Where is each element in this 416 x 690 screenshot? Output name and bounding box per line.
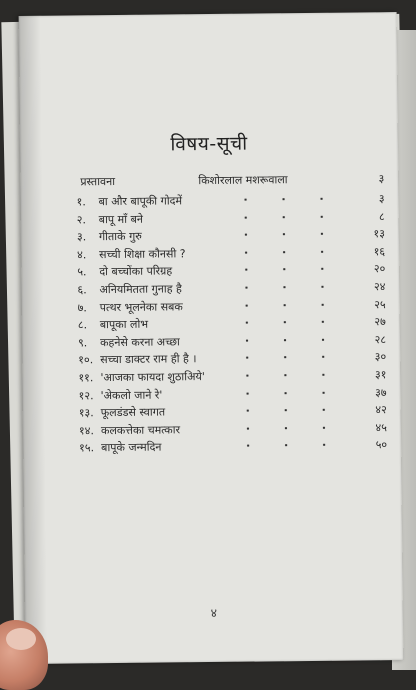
preface-page: ३ bbox=[378, 172, 385, 186]
toc-entry-number: १२. bbox=[78, 388, 94, 402]
toc-entry-page: ३७ bbox=[375, 385, 387, 399]
toc-entry-number: ९. bbox=[77, 336, 88, 350]
toc-entry-number: ७. bbox=[77, 300, 87, 314]
preface-author: किशोरलाल मशरूवाला bbox=[198, 173, 288, 188]
book-page bbox=[19, 12, 404, 664]
toc-entry-title: 'अेकलो जाने रे' bbox=[100, 388, 163, 402]
leader-dots bbox=[227, 198, 351, 201]
page-number: ४ bbox=[210, 605, 218, 621]
toc-entry-page: ४२ bbox=[375, 403, 387, 417]
leader-dots bbox=[228, 338, 352, 341]
leader-dots bbox=[227, 268, 351, 271]
leader-dots bbox=[228, 373, 352, 376]
toc-entry-page: २५ bbox=[374, 297, 386, 311]
toc-entry-page: ३१ bbox=[374, 368, 387, 382]
toc-entry-title: कहनेसे करना अच्छा bbox=[99, 335, 180, 349]
toc-entry-number: १४. bbox=[78, 423, 94, 438]
page-title: विषय-सूची bbox=[170, 132, 248, 156]
leader-dots bbox=[229, 391, 353, 394]
toc-entry-page: ८ bbox=[378, 209, 385, 223]
toc-entry-number: २. bbox=[76, 212, 87, 226]
toc-entry-title: फूलडंडसे स्वागत bbox=[100, 405, 166, 420]
toc-entry-title: दो बच्चोंका परिग्रह bbox=[99, 264, 173, 279]
toc-entry-number: १. bbox=[76, 195, 86, 209]
toc-entry-number: ८. bbox=[77, 318, 88, 332]
thumbnail-nail bbox=[6, 628, 36, 650]
toc-entry-title: अनियमितता गुनाह है bbox=[99, 282, 182, 297]
toc-entry-number: ३. bbox=[76, 230, 87, 244]
toc-entry-page: २४ bbox=[373, 280, 386, 294]
toc-entry-page: ३० bbox=[374, 350, 387, 364]
leader-dots bbox=[227, 250, 351, 253]
toc-entry-title: बापूका लोभ bbox=[99, 317, 149, 332]
toc-entry-title: बापूके जन्मदिन bbox=[101, 440, 162, 455]
toc-entry bbox=[79, 437, 387, 458]
table-of-contents bbox=[76, 191, 387, 458]
toc-entry-page: २७ bbox=[374, 315, 386, 329]
toc-entry-number: ५. bbox=[77, 265, 87, 279]
toc-entry-number: १३. bbox=[78, 406, 94, 420]
toc-entry-page: ५० bbox=[375, 438, 388, 452]
leader-dots bbox=[227, 215, 351, 218]
toc-entry-title: बा और बापूकी गोदमें bbox=[98, 194, 183, 209]
leader-dots bbox=[227, 285, 351, 288]
toc-entry-title: सच्चा डाक्टर राम ही है । bbox=[100, 352, 197, 367]
toc-entry-page: १३ bbox=[373, 227, 385, 241]
toc-entry-page: २० bbox=[373, 262, 386, 276]
leader-dots bbox=[229, 426, 353, 429]
leader-dots bbox=[228, 321, 352, 324]
toc-entry-number: १०. bbox=[78, 353, 94, 367]
toc-entry-number: ४. bbox=[77, 248, 87, 262]
toc-entry-page: ४५ bbox=[375, 420, 388, 435]
leader-dots bbox=[228, 303, 352, 306]
preface-label: प्रस्तावना bbox=[80, 174, 116, 189]
toc-entry-title: बापू माँ बने bbox=[98, 212, 144, 226]
toc-entry-title: गीताके गुरु bbox=[98, 229, 142, 244]
preface-row bbox=[80, 171, 384, 190]
toc-entry-number: ६. bbox=[77, 283, 87, 297]
toc-entry-title: कलकत्तेका चमत्कार bbox=[100, 423, 181, 437]
toc-entry-page: १६ bbox=[373, 244, 386, 259]
toc-entry-number: १५. bbox=[79, 441, 95, 455]
leader-dots bbox=[229, 444, 353, 447]
toc-entry-title: सच्ची शिक्षा कौनसी ? bbox=[99, 247, 186, 261]
leader-dots bbox=[228, 356, 352, 359]
toc-entry-number: ११. bbox=[78, 371, 94, 385]
leader-dots bbox=[229, 409, 353, 412]
toc-entry-page: २८ bbox=[374, 332, 387, 347]
toc-entry-title: पत्थर भूलनेका सबक bbox=[99, 299, 183, 314]
toc-entry-title: 'आजका फायदा शुठाअिये' bbox=[100, 370, 205, 385]
leader-dots bbox=[227, 233, 351, 236]
toc-entry-page: ३ bbox=[378, 192, 385, 206]
